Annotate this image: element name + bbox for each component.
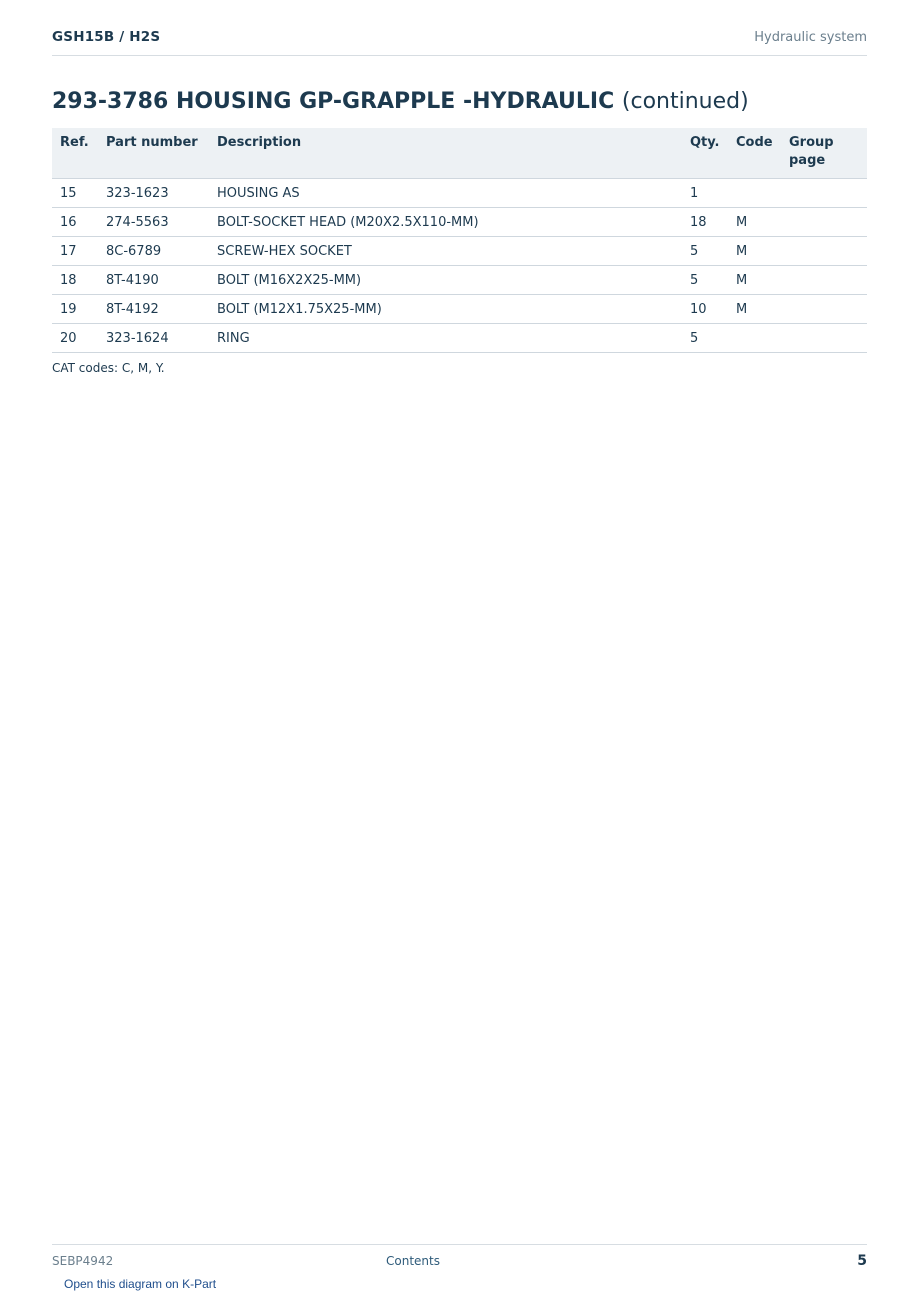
document-id: SEBP4942 <box>52 1254 114 1268</box>
cell-group-page <box>781 208 867 237</box>
cell-qty: 5 <box>682 237 728 266</box>
cell-ref: 17 <box>52 237 98 266</box>
cell-part-number: 8T-4192 <box>98 295 209 324</box>
cell-description: SCREW-HEX SOCKET <box>209 237 682 266</box>
cell-description: HOUSING AS <box>209 179 682 208</box>
cell-ref: 18 <box>52 266 98 295</box>
cell-group-page <box>781 295 867 324</box>
col-header-description: Description <box>209 128 682 179</box>
cell-part-number: 8T-4190 <box>98 266 209 295</box>
col-header-group-page-label: Group page <box>789 135 834 168</box>
col-header-group-page <box>781 128 867 179</box>
cell-part-number: 8C-6789 <box>98 237 209 266</box>
cell-code <box>728 324 781 353</box>
cell-part-number: 323-1623 <box>98 179 209 208</box>
parts-table <box>52 128 867 353</box>
col-header-qty <box>682 128 728 179</box>
col-header-part-number: Part number <box>98 128 209 179</box>
section-name: Hydraulic system <box>754 30 867 45</box>
cell-code: M <box>728 208 781 237</box>
page-title <box>52 89 749 114</box>
cell-code: M <box>728 237 781 266</box>
cell-group-page <box>781 266 867 295</box>
cell-group-page <box>781 179 867 208</box>
cell-qty: 5 <box>682 324 728 353</box>
cell-group-page <box>781 237 867 266</box>
cell-description: BOLT-SOCKET HEAD (M20X2.5X110-MM) <box>209 208 682 237</box>
cell-ref: 16 <box>52 208 98 237</box>
table-row <box>52 179 867 208</box>
cell-code: M <box>728 266 781 295</box>
col-header-qty-label: Qty. <box>690 135 720 150</box>
cell-qty: 18 <box>682 208 728 237</box>
cell-ref: 20 <box>52 324 98 353</box>
cell-qty: 1 <box>682 179 728 208</box>
cell-group-page <box>781 324 867 353</box>
cell-qty: 10 <box>682 295 728 324</box>
title-suffix: (continued) <box>621 89 749 114</box>
table-row <box>52 295 867 324</box>
cell-code <box>728 179 781 208</box>
kpart-diagram-link[interactable]: Open this diagram on K-Part <box>64 1277 217 1291</box>
page-header <box>52 29 867 56</box>
cell-ref: 19 <box>52 295 98 324</box>
cell-part-number: 323-1624 <box>98 324 209 353</box>
col-header-ref: Ref. <box>52 128 98 179</box>
title-main: 293-3786 HOUSING GP-GRAPPLE -HYDRAULIC <box>52 89 615 114</box>
cell-description: BOLT (M12X1.75X25-MM) <box>209 295 682 324</box>
cell-code: M <box>728 295 781 324</box>
cell-part-number: 274-5563 <box>98 208 209 237</box>
table-header-row <box>52 128 867 179</box>
cat-codes-note: CAT codes: C, M, Y. <box>52 361 165 375</box>
page-number: 5 <box>857 1253 867 1269</box>
table-row <box>52 266 867 295</box>
breadcrumb: GSH15B / H2S <box>52 29 161 45</box>
col-header-code: Code <box>728 128 781 179</box>
page-footer <box>52 1244 867 1275</box>
cell-description: BOLT (M16X2X25-MM) <box>209 266 682 295</box>
table-row <box>52 324 867 353</box>
contents-link[interactable]: Contents <box>386 1254 440 1268</box>
table-row <box>52 208 867 237</box>
cell-description: RING <box>209 324 682 353</box>
cell-ref: 15 <box>52 179 98 208</box>
table-row <box>52 237 867 266</box>
cell-qty: 5 <box>682 266 728 295</box>
